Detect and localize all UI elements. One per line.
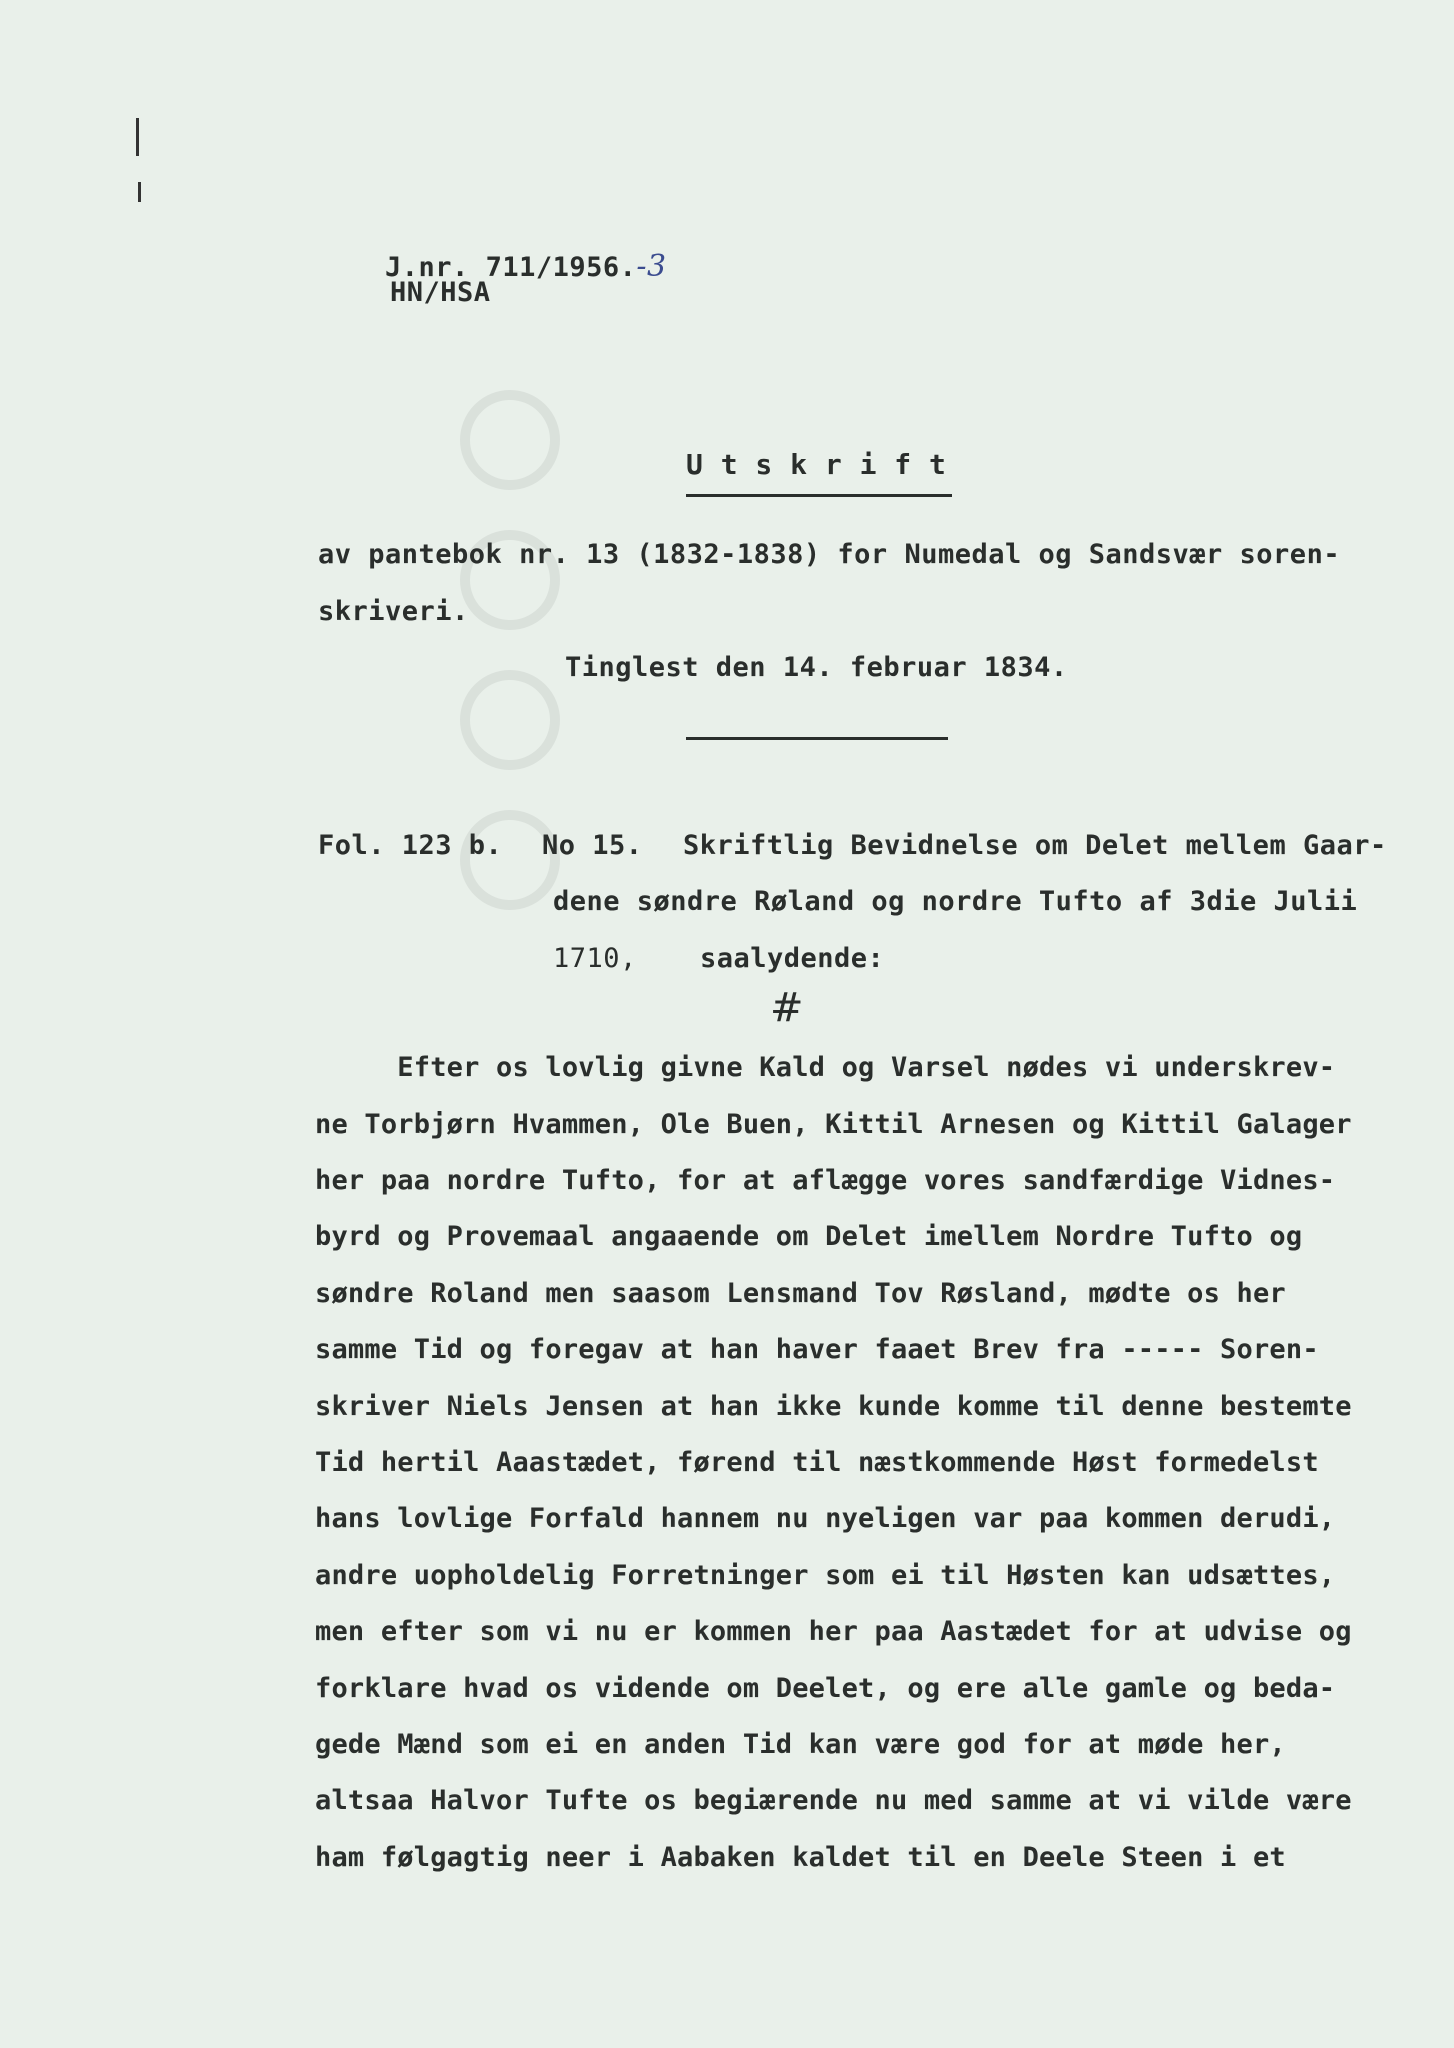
body-line-12: forklare hvad os vidende om Deelet, og ere alle gamle og beda- bbox=[315, 1673, 1336, 1704]
entry-line-2: dene søndre Røland og nordre Tufto af 3die Julii bbox=[553, 886, 1358, 917]
hash-mark: # bbox=[770, 985, 805, 1031]
margin-mark-bottom bbox=[138, 182, 141, 202]
folio-reference: Fol. 123 b. bbox=[318, 830, 503, 861]
initials: HN/HSA bbox=[390, 277, 491, 308]
title-underline bbox=[686, 494, 952, 497]
body-line-8: Tid hertil Aaastædet, førend til næstkommende Høst formedelst bbox=[315, 1447, 1319, 1478]
entry-line-3: saalydende: bbox=[700, 943, 885, 974]
body-line-2: ne Torbjørn Hvammen, Ole Buen, Kittil Arnesen og Kittil Galager bbox=[315, 1109, 1352, 1140]
body-line-1: Efter os lovlig givne Kald og Varsel nødes vi underskrev- bbox=[315, 1052, 1336, 1083]
body-line-14: altsaa Halvor Tufte os begiærende nu med samme at vi vilde være bbox=[315, 1785, 1352, 1816]
intro-line-2: skriveri. bbox=[318, 596, 469, 627]
section-divider bbox=[686, 737, 948, 740]
document-title: U t s k r i f t bbox=[686, 448, 947, 481]
entry-line-1: Skriftlig Bevidnelse om Delet mellem Gaar- bbox=[683, 830, 1387, 861]
body-line-5: søndre Roland men saasom Lensmand Tov Røsland, mødte os her bbox=[315, 1278, 1286, 1309]
body-line-4: byrd og Provemaal angaaende om Delet imellem Nordre Tufto og bbox=[315, 1221, 1303, 1252]
body-line-10: andre uopholdelig Forretninger som ei til Høsten kan udsættes, bbox=[315, 1560, 1336, 1591]
body-line-7: skriver Niels Jensen at han ikke kunde komme til denne bestemte bbox=[315, 1391, 1352, 1422]
body-line-15: ham følgagtig neer i Aabaken kaldet til en Deele Steen i et bbox=[315, 1842, 1286, 1873]
journal-suffix: -3 bbox=[636, 249, 667, 284]
body-line-11: men efter som vi nu er kommen her paa Aastædet for at udvise og bbox=[315, 1616, 1352, 1647]
journal-number bbox=[318, 218, 667, 315]
body-line-9: hans lovlige Forfald hannem nu nyeligen var paa kommen derudi, bbox=[315, 1503, 1336, 1534]
intro-line-1: av pantebok nr. 13 (1832-1838) for Numedal og Sandsvær soren- bbox=[318, 539, 1341, 570]
body-line-13: gede Mænd som ei en anden Tid kan være god for at møde her, bbox=[315, 1729, 1286, 1760]
body-line-3: her paa nordre Tufto, for at aflægge vores sandfærdige Vidnes- bbox=[315, 1165, 1336, 1196]
entry-year: 1710, bbox=[553, 943, 637, 974]
registration-date: Tinglest den 14. februar 1834. bbox=[565, 652, 1068, 683]
margin-mark-top bbox=[136, 118, 139, 156]
journal-number-text: J.nr. 711/1956. bbox=[385, 252, 637, 283]
entry-number: No 15. bbox=[542, 830, 643, 861]
body-line-6: samme Tid og foregav at han haver faaet Brev fra ----- Soren- bbox=[315, 1334, 1319, 1365]
